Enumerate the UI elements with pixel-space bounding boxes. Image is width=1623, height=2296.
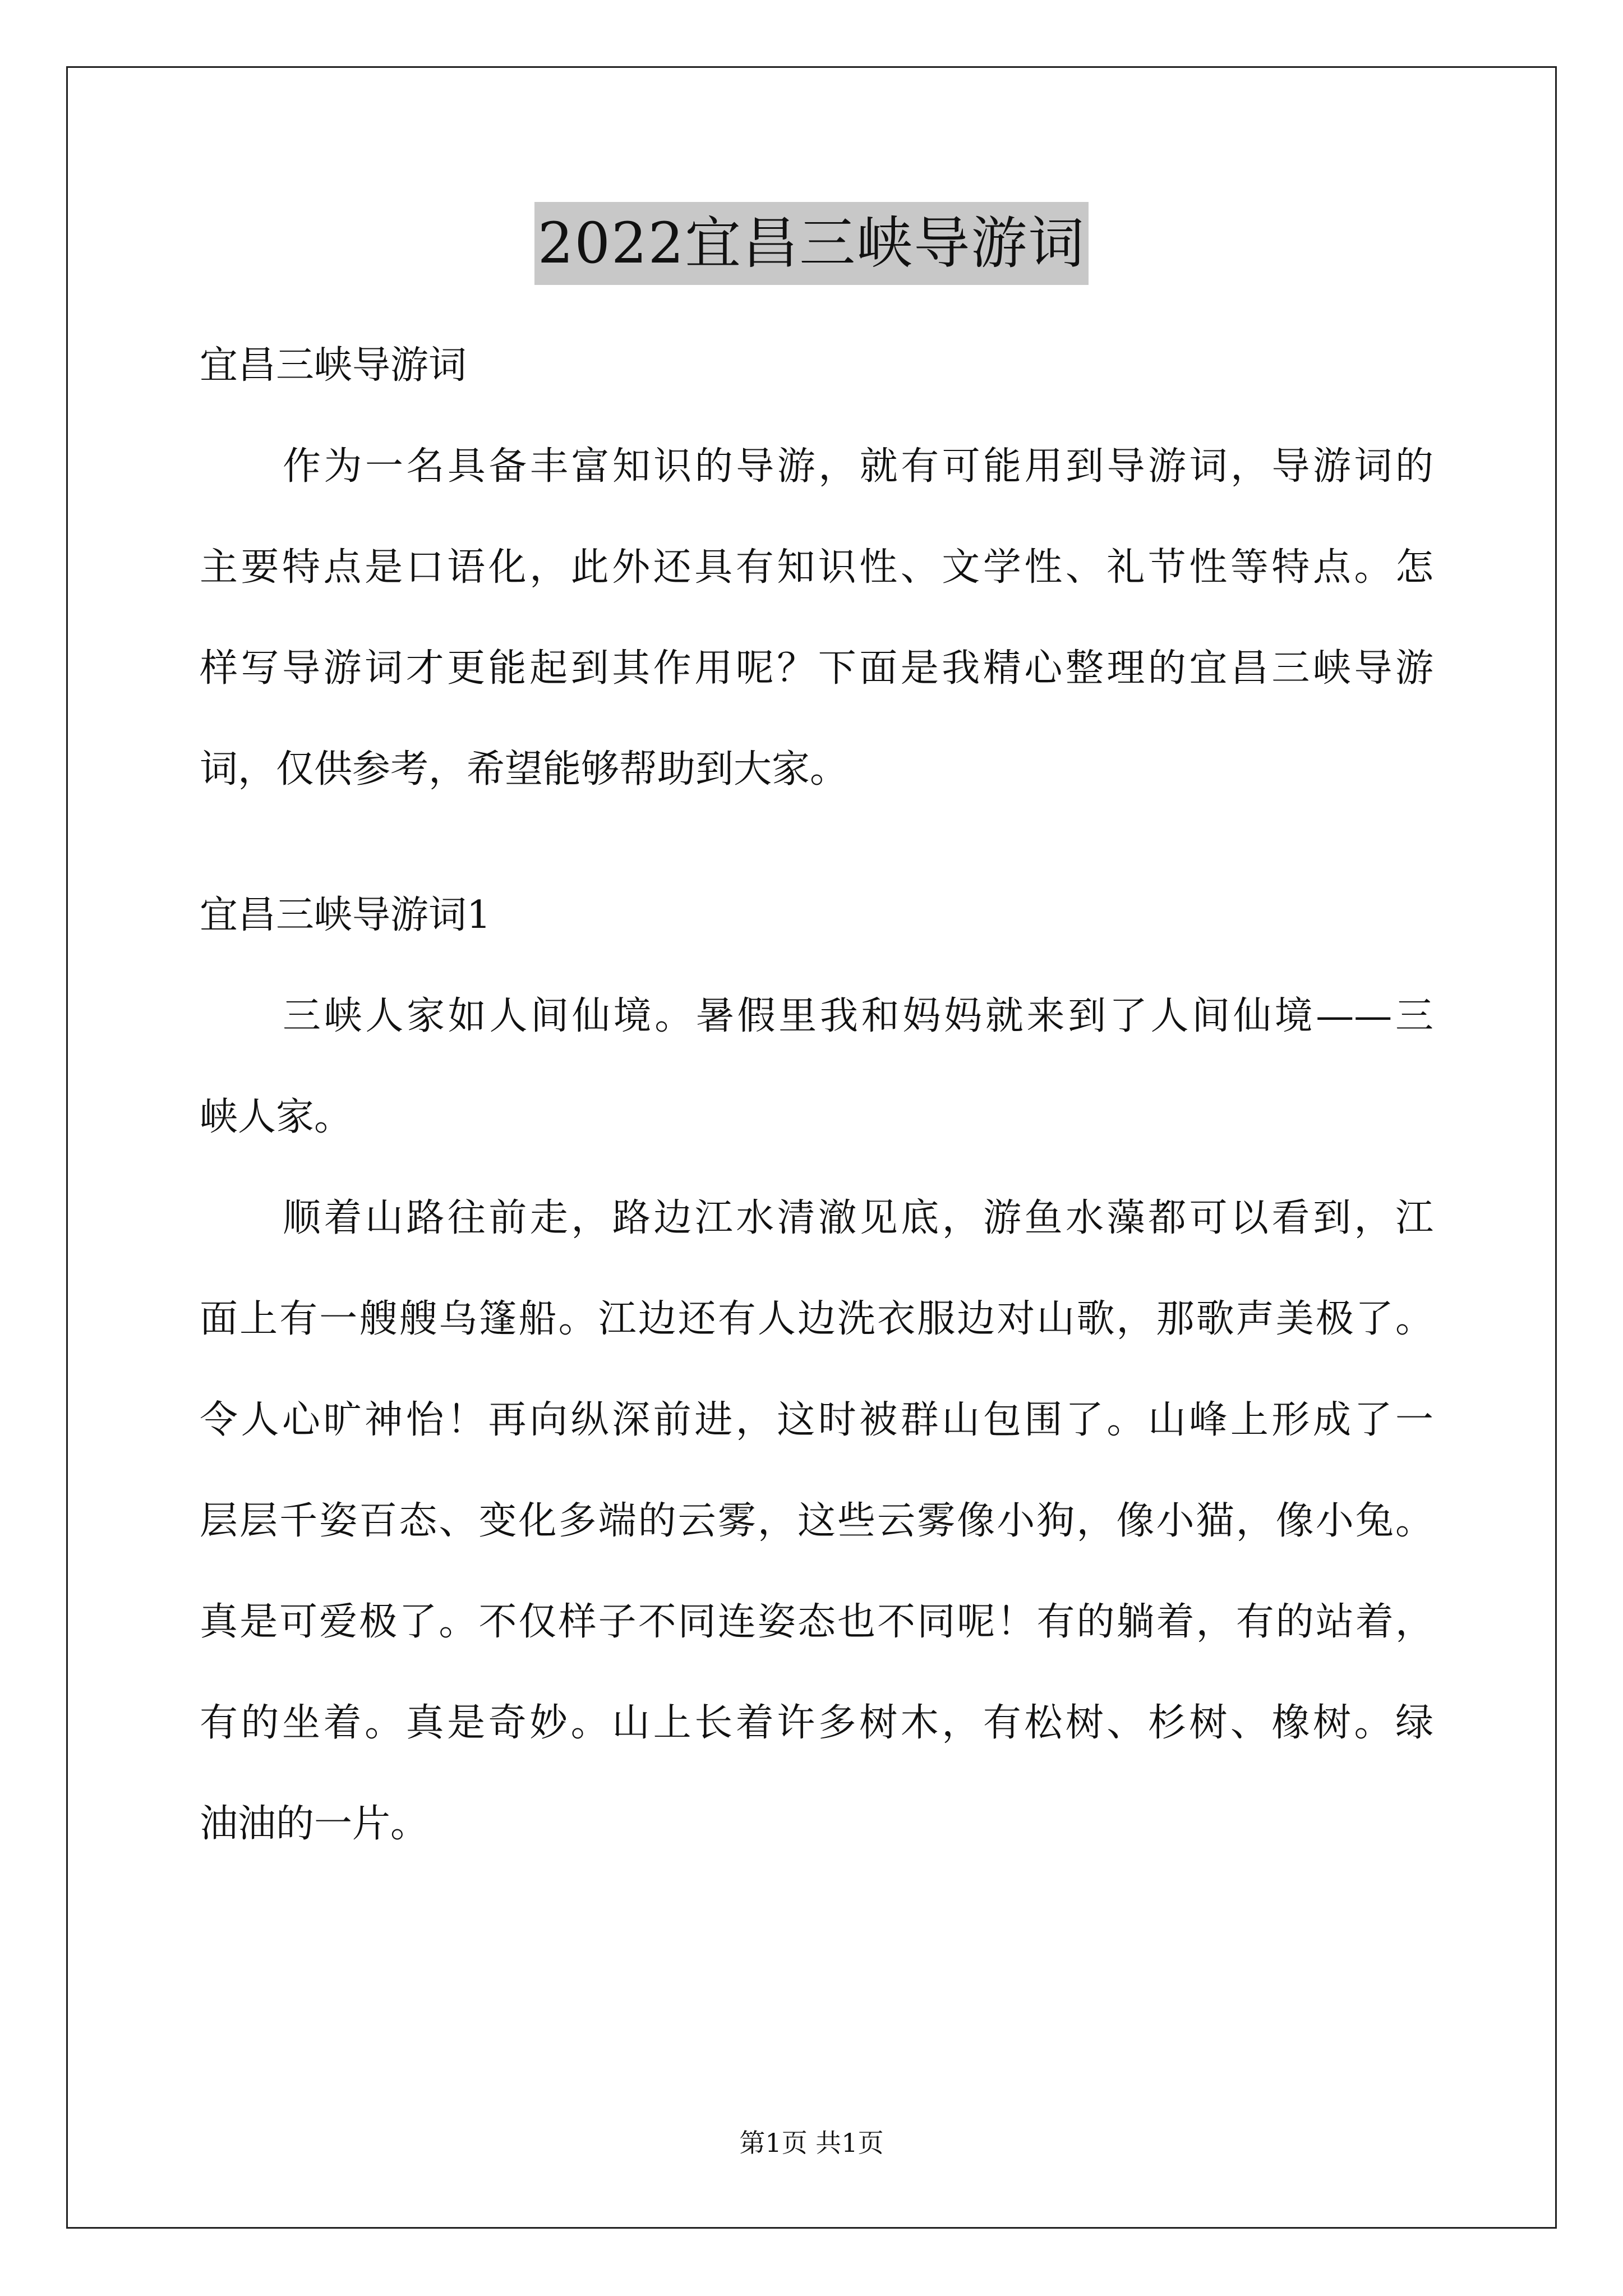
text-line: 有的坐着。真是奇妙。山上长着许多树木，有松树、杉树、橡树。绿 <box>200 1701 1433 1745</box>
document-body <box>200 343 1433 1903</box>
paragraph-1 <box>200 994 1433 1140</box>
text-line: 词，仅供参考，希望能够帮助到大家。 <box>200 747 849 792</box>
section-heading: 宜昌三峡导游词1 <box>200 893 491 937</box>
title-container <box>0 202 1623 285</box>
intro-paragraph <box>200 444 1433 792</box>
text-line: 样写导游词才更能起到其作用呢？下面是我精心整理的宜昌三峡导游 <box>200 646 1433 691</box>
text-line: 峡人家。 <box>200 1095 353 1139</box>
text-line: 层层千姿百态、变化多端的云雾，这些云雾像小狗，像小猫，像小兔。 <box>200 1499 1433 1543</box>
page-footer: 第1页 共1页 <box>739 2128 884 2158</box>
text-line: 面上有一艘艘乌篷船。江边还有人边洗衣服边对山歌，那歌声美极了。 <box>200 1297 1433 1341</box>
document-subtitle: 宜昌三峡导游词 <box>200 343 467 388</box>
paragraph-2 <box>200 1196 1433 1847</box>
text-line: 真是可爱极了。不仅样子不同连姿态也不同呢！有的躺着，有的站着， <box>200 1600 1433 1644</box>
text-line: 顺着山路往前走，路边江水清澈见底，游鱼水藻都可以看到，江 <box>283 1196 1433 1240</box>
document-title: 2022宜昌三峡导游词 <box>534 202 1089 285</box>
text-line: 作为一名具备丰富知识的导游，就有可能用到导游词，导游词的 <box>283 444 1433 489</box>
text-line: 令人心旷神怡！再向纵深前进，这时被群山包围了。山峰上形成了一 <box>200 1398 1433 1442</box>
paragraph-gap <box>200 848 1433 893</box>
text-line: 主要特点是口语化，此外还具有知识性、文学性、礼节性等特点。怎 <box>200 545 1433 590</box>
text-line: 油油的一片。 <box>200 1802 429 1846</box>
text-line: 三峡人家如人间仙境。暑假里我和妈妈就来到了人间仙境——三 <box>283 994 1433 1038</box>
